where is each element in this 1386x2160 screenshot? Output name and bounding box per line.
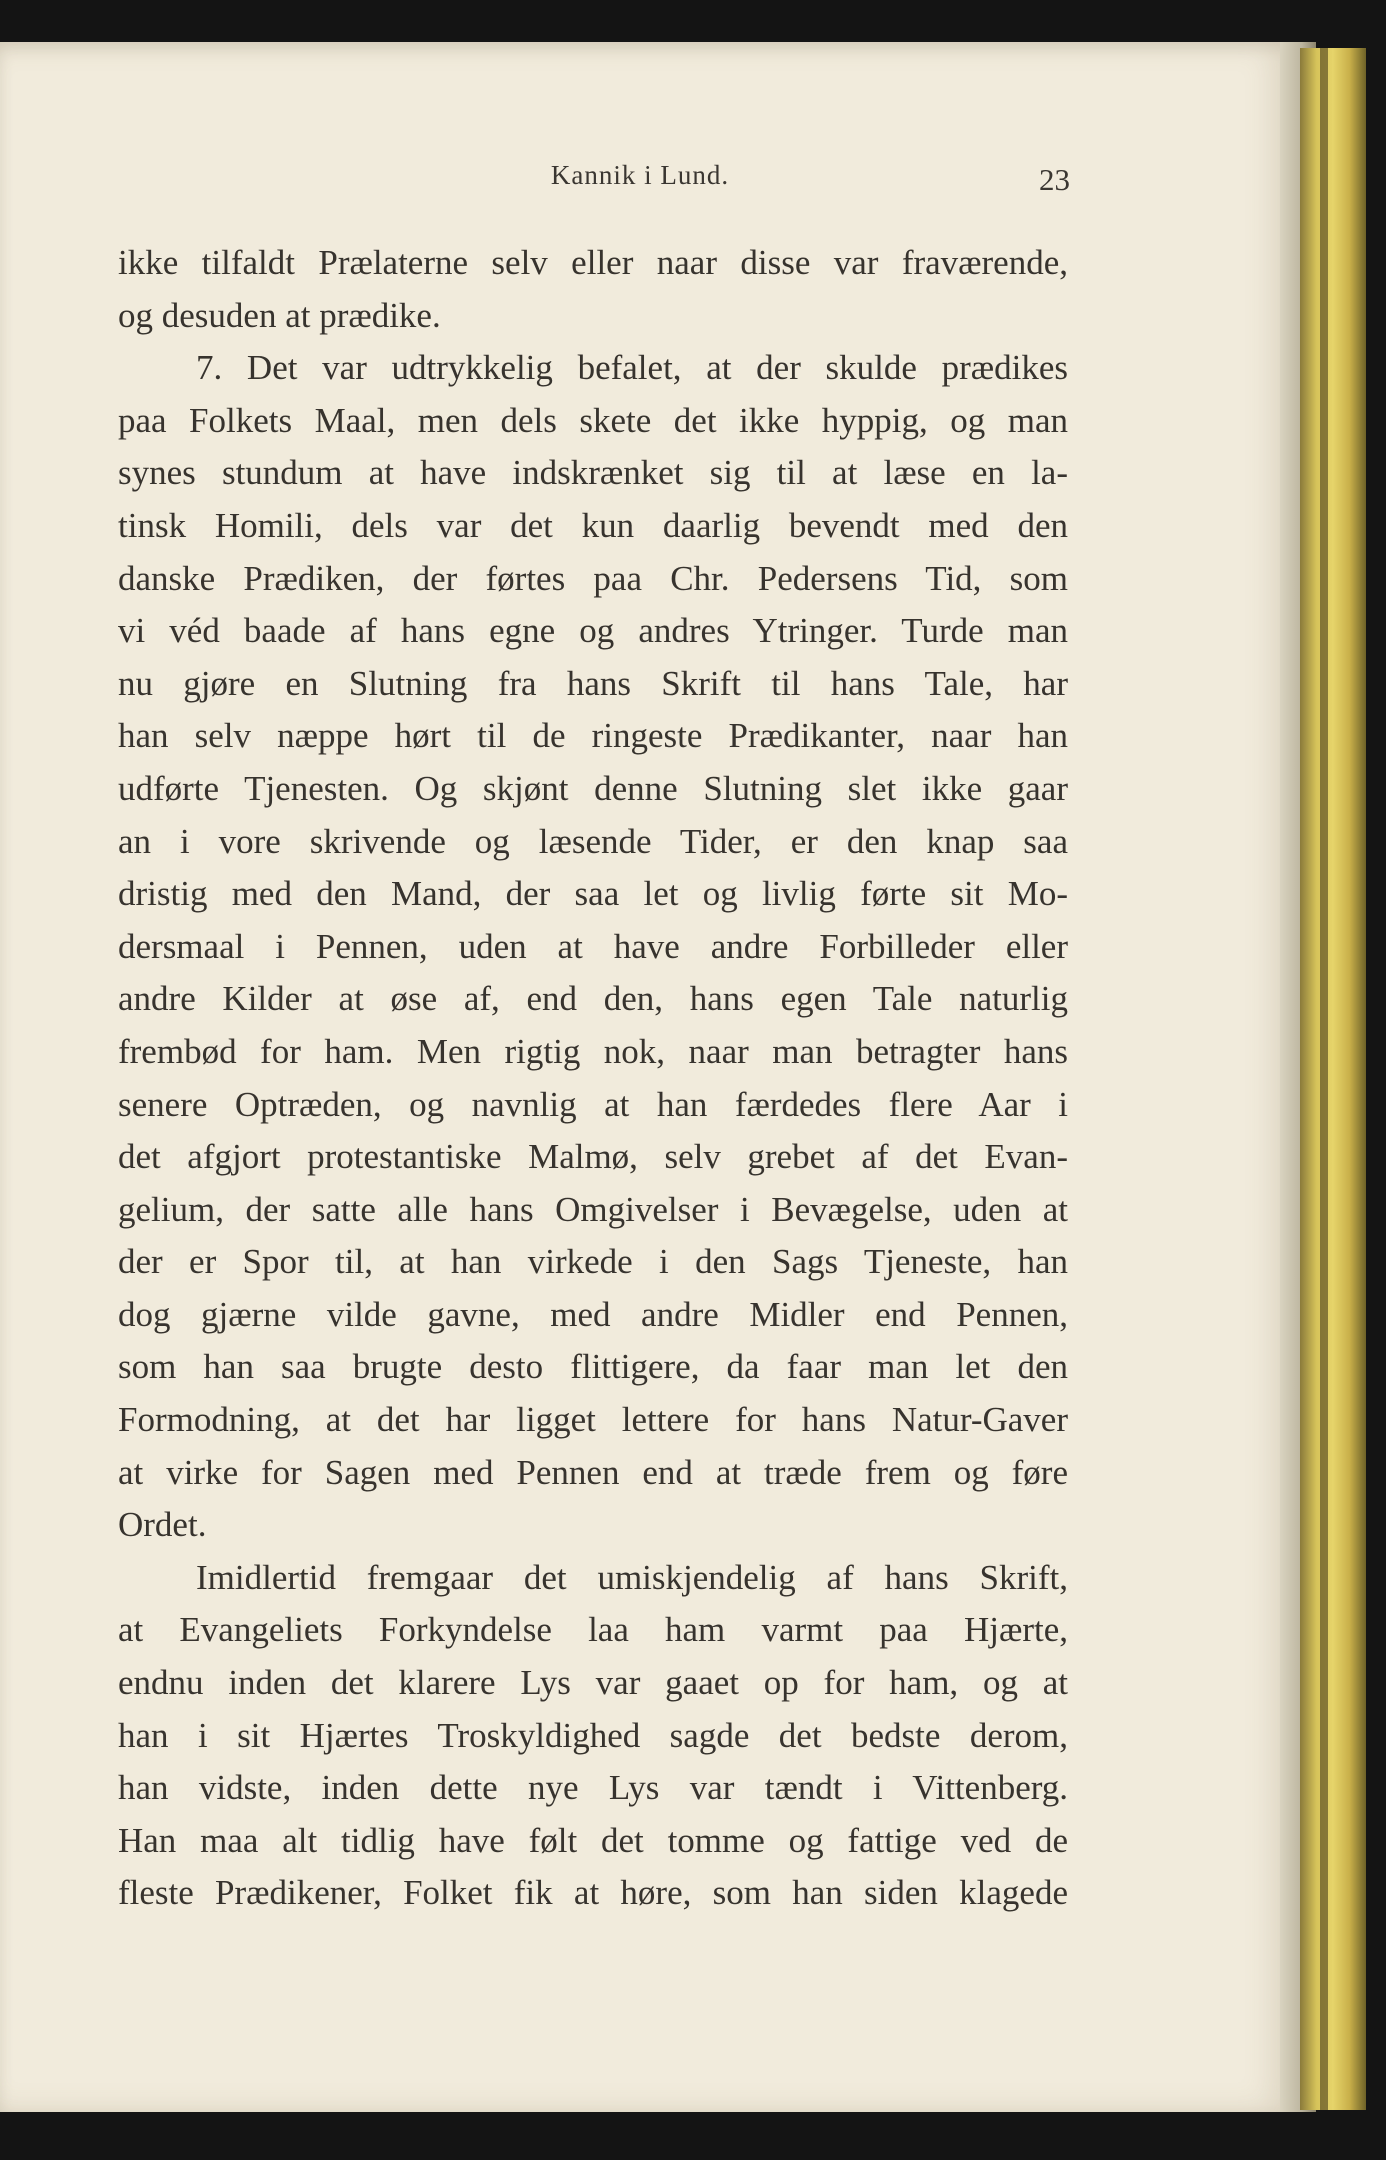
text-line: frembød for ham. Men rigtig nok, naar man betragter hans xyxy=(118,1031,1068,1071)
text-line: at virke for Sagen med Pennen end at træde frem og føre xyxy=(118,1452,1068,1492)
text-line: danske Prædiken, der førtes paa Chr. Pedersens Tid, som xyxy=(118,558,1068,598)
text-line: han vidste, inden dette nye Lys var tændt i Vittenberg. xyxy=(118,1768,1068,1808)
text-line: Han maa alt tidlig have følt det tomme og fattige ved de xyxy=(118,1820,1068,1860)
text-line: han i sit Hjærtes Troskyldighed sagde det bedste derom, xyxy=(118,1715,1068,1755)
text-line: dersmaal i Pennen, uden at have andre Forbilleder eller xyxy=(118,926,1068,966)
book-spine xyxy=(1300,48,1366,2110)
text-line: fleste Prædikener, Folket fik at høre, som han siden klagede xyxy=(118,1873,1068,1913)
text-line: ikke tilfaldt Prælaterne selv eller naar disse var fraværende, xyxy=(118,243,1068,282)
text-line: dristig med den Mand, der saa let og livlig førte sit Mo- xyxy=(118,874,1068,914)
text-line: an i vore skrivende og læsende Tider, er den knap saa xyxy=(118,821,1068,861)
text-line: paa Folkets Maal, men dels skete det ikke hyppig, og man xyxy=(118,400,1068,440)
text-line: Ordet. xyxy=(118,1505,207,1545)
text-line: endnu inden det klarere Lys var gaaet op for ham, og at xyxy=(118,1663,1068,1703)
text-line: Imidlertid fremgaar det umiskjendelig af hans Skrift, xyxy=(196,1557,1068,1597)
text-line: han selv næppe hørt til de ringeste Prædikanter, naar han xyxy=(118,716,1068,756)
text-line: synes stundum at have indskrænket sig til at læse en la- xyxy=(118,453,1068,493)
text-line: tinsk Homili, dels var det kun daarlig bevendt med den xyxy=(118,505,1068,545)
text-line: gelium, der satte alle hans Omgivelser i Bevægelse, uden at xyxy=(118,1189,1068,1229)
text-line: vi véd baade af hans egne og andres Ytringer. Turde man xyxy=(118,611,1068,651)
text-line: udførte Tjenesten. Og skjønt denne Slutning slet ikke gaar xyxy=(118,768,1068,808)
running-head xyxy=(0,160,1292,200)
page-number: 23 xyxy=(1039,162,1070,197)
text-line: nu gjøre en Slutning fra hans Skrift til hans Tale, har xyxy=(118,663,1068,703)
running-head-title: Kannik i Lund. xyxy=(550,160,730,190)
text-line: der er Spor til, at han virkede i den Sags Tjeneste, han xyxy=(118,1242,1068,1282)
text-line: 7. Det var udtrykkelig befalet, at der skulde prædikes xyxy=(196,348,1068,388)
body-text xyxy=(118,237,1068,1920)
text-line: som han saa brugte desto flittigere, da faar man let den xyxy=(118,1347,1068,1387)
text-line: Formodning, at det har ligget lettere for hans Natur-Gaver xyxy=(118,1400,1068,1440)
text-line: senere Optræden, og navnlig at han færdedes flere Aar i xyxy=(118,1084,1068,1124)
text-line: dog gjærne vilde gavne, med andre Midler end Pennen, xyxy=(118,1294,1068,1334)
text-line: andre Kilder at øse af, end den, hans egen Tale naturlig xyxy=(118,979,1068,1019)
text-line: at Evangeliets Forkyndelse laa ham varmt paa Hjærte, xyxy=(118,1610,1068,1650)
text-line: og desuden at prædike. xyxy=(118,295,441,335)
text-line: det afgjort protestantiske Malmø, selv grebet af det Evan- xyxy=(118,1137,1068,1177)
